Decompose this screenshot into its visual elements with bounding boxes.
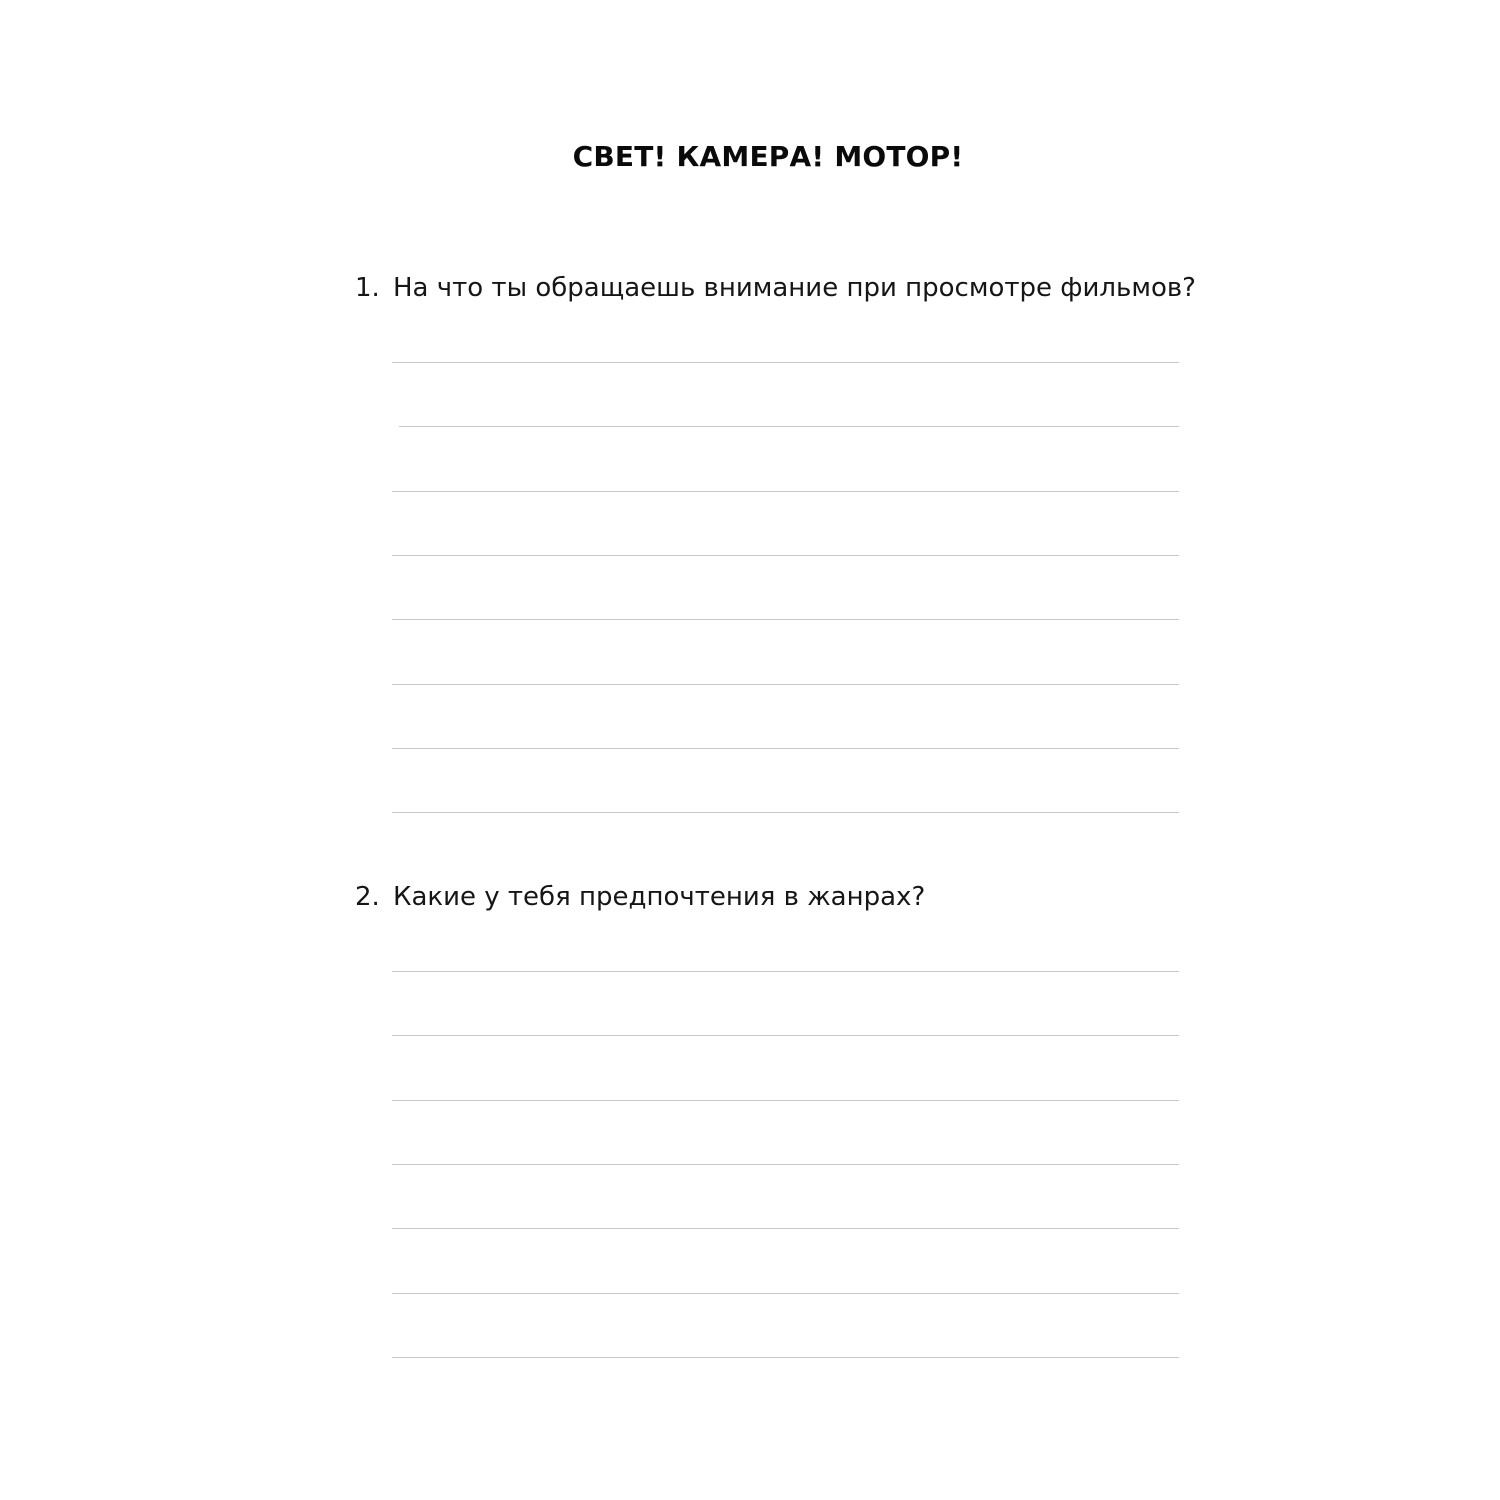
- question-2-number: 2.: [355, 882, 380, 912]
- answer-line[interactable]: [392, 684, 1179, 685]
- question-2-text: Какие у тебя предпочтения в жанрах?: [393, 882, 926, 912]
- answer-line[interactable]: [392, 812, 1179, 813]
- question-1-number: 1.: [355, 273, 380, 303]
- answer-line[interactable]: [392, 748, 1179, 749]
- question-1: [355, 273, 1196, 303]
- answer-line[interactable]: [392, 1035, 1179, 1036]
- answer-line[interactable]: [392, 555, 1179, 556]
- question-2: [355, 882, 925, 912]
- answer-line[interactable]: [392, 1357, 1179, 1358]
- answer-line[interactable]: [392, 491, 1179, 492]
- answer-line[interactable]: [392, 362, 1179, 363]
- answer-line[interactable]: [392, 971, 1179, 972]
- answer-line[interactable]: [399, 426, 1179, 427]
- answer-line[interactable]: [392, 1293, 1179, 1294]
- answer-line[interactable]: [392, 619, 1179, 620]
- answer-line[interactable]: [392, 1100, 1179, 1101]
- page-title: СВЕТ! КАМЕРА! МОТОР!: [572, 140, 964, 173]
- answer-line[interactable]: [392, 1228, 1179, 1229]
- answer-line[interactable]: [392, 1164, 1179, 1165]
- question-1-text: На что ты обращаешь внимание при просмотре фильмов?: [393, 273, 1196, 303]
